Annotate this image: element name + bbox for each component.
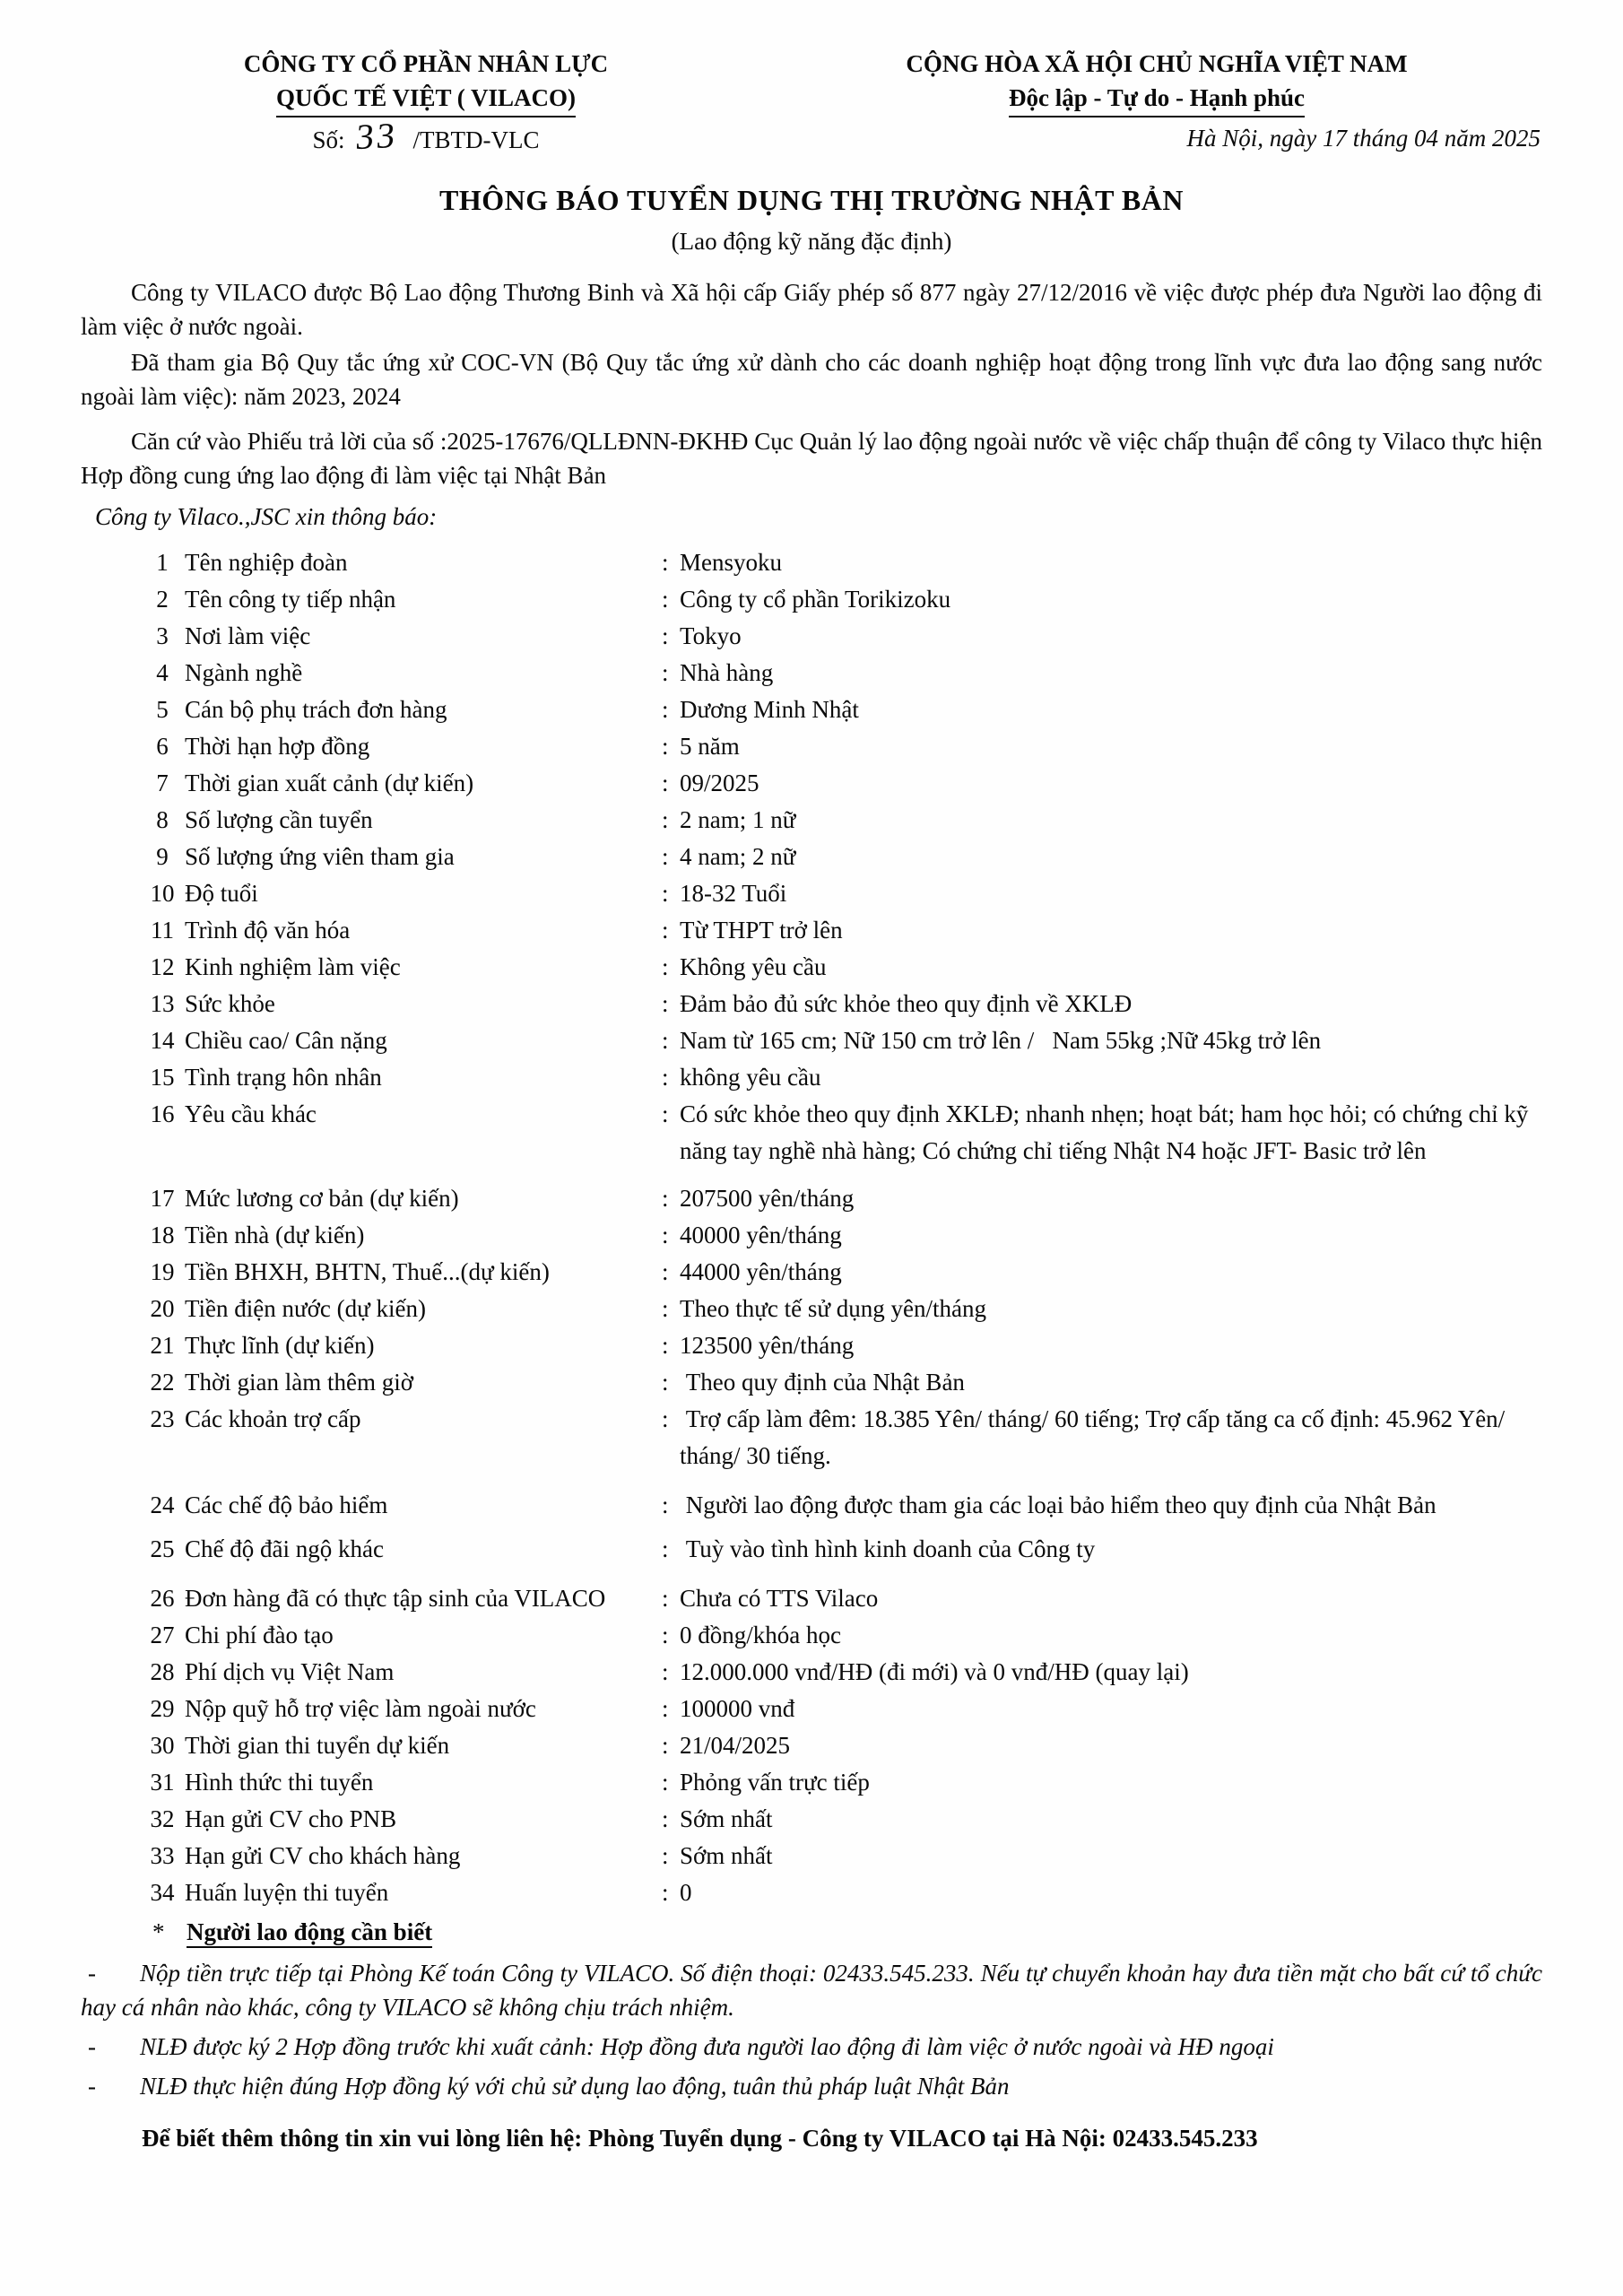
document-number-handwritten: 33 bbox=[353, 114, 399, 158]
item-row bbox=[140, 1364, 1542, 1401]
item-label: Số lượng ứng viên tham gia bbox=[185, 843, 455, 870]
item-row bbox=[140, 765, 1542, 802]
national-motto-line2: Độc lập - Tự do - Hạnh phúc bbox=[771, 81, 1542, 117]
item-value: Theo thực tế sử dụng yên/tháng bbox=[680, 1295, 986, 1322]
item-colon: : bbox=[662, 1769, 669, 1796]
item-label: Huấn luyện thi tuyển bbox=[185, 1879, 389, 1906]
item-colon: : bbox=[662, 1842, 669, 1869]
item-number: 18 bbox=[150, 1222, 175, 1248]
item-label: Số lượng cần tuyển bbox=[185, 806, 373, 833]
item-number: 31 bbox=[150, 1769, 175, 1796]
item-number: 28 bbox=[150, 1658, 175, 1685]
item-row bbox=[140, 1654, 1542, 1691]
item-number: 19 bbox=[150, 1258, 175, 1285]
item-colon: : bbox=[662, 586, 669, 613]
item-row bbox=[140, 728, 1542, 765]
item-colon: : bbox=[662, 806, 669, 833]
item-colon: : bbox=[662, 1064, 669, 1091]
item-colon: : bbox=[662, 953, 669, 980]
item-number: 6 bbox=[156, 733, 169, 760]
item-value: 18-32 Tuổi bbox=[680, 880, 787, 907]
notes-list bbox=[81, 1956, 1542, 2103]
item-colon: : bbox=[662, 1492, 669, 1518]
item-label: Tiền điện nước (dự kiến) bbox=[185, 1295, 427, 1322]
note-bullet: - bbox=[88, 1960, 96, 1987]
intro-section bbox=[81, 275, 1542, 534]
note-text: NLĐ thực hiện đúng Hợp đồng ký với chủ sử dụng lao động, tuân thủ pháp luật Nhật Bản bbox=[140, 2073, 1010, 2100]
item-colon: : bbox=[662, 549, 669, 576]
item-row bbox=[140, 1217, 1542, 1254]
item-row bbox=[140, 1327, 1542, 1364]
intro-paragraph-2: Đã tham gia Bộ Quy tắc ứng xử COC-VN (Bộ Quy tắc ứng xử dành cho các doanh nghiệp hoạt động trong lĩnh vực đưa lao động sang nước ngoài làm việc): năm 2023, 2024 bbox=[81, 349, 1542, 410]
item-colon: : bbox=[662, 622, 669, 649]
document-number-line bbox=[81, 114, 771, 158]
note-text: Nộp tiền trực tiếp tại Phòng Kế toán Công ty VILACO. Số điện thoại: 02433.545.233. Nếu tự chuyển khoản hay đưa tiền mặt cho bất cứ tổ chức hay cá nhân nào khác, công ty VILACO sẽ không chịu trách nhiệm. bbox=[81, 1960, 1542, 2021]
item-colon: : bbox=[662, 1879, 669, 1906]
note-item bbox=[81, 1956, 1542, 2024]
item-row bbox=[140, 949, 1542, 986]
item-number: 29 bbox=[150, 1695, 175, 1722]
item-colon: : bbox=[662, 1622, 669, 1648]
item-label: Kinh nghiệm làm việc bbox=[185, 953, 401, 980]
item-value: Dương Minh Nhật bbox=[680, 696, 859, 723]
item-row bbox=[140, 1727, 1542, 1764]
item-colon: : bbox=[662, 1332, 669, 1359]
item-colon: : bbox=[662, 1185, 669, 1212]
item-value: 44000 yên/tháng bbox=[680, 1258, 842, 1285]
item-label: Tình trạng hôn nhân bbox=[185, 1064, 382, 1091]
item-colon: : bbox=[662, 1805, 669, 1832]
note-bullet: - bbox=[88, 2033, 96, 2060]
item-label: Tiền BHXH, BHTN, Thuế...(dự kiến) bbox=[185, 1258, 550, 1285]
items-table bbox=[81, 544, 1542, 1911]
item-row bbox=[140, 1487, 1542, 1524]
item-value: Tokyo bbox=[680, 622, 742, 649]
item-row bbox=[140, 655, 1542, 691]
footer-contact: Để biết thêm thông tin xin vui lòng liên hệ: Phòng Tuyển dụng - Công ty VILACO tại Hà Nội: 02433.545.233 bbox=[142, 2125, 1258, 2152]
item-value: Công ty cổ phần Torikizoku bbox=[680, 586, 951, 613]
item-label: Trình độ văn hóa bbox=[185, 917, 351, 944]
item-number: 4 bbox=[156, 659, 169, 686]
item-number: 21 bbox=[150, 1332, 175, 1359]
national-motto-line1: CỘNG HÒA XÃ HỘI CHỦ NGHĨA VIỆT NAM bbox=[906, 50, 1408, 77]
item-value: Trợ cấp làm đêm: 18.385 Yên/ tháng/ 60 tiếng; Trợ cấp tăng ca cố định: 45.962 Yên/ tháng/ 30 tiếng. bbox=[680, 1405, 1511, 1469]
item-value: Người lao động được tham gia các loại bảo hiểm theo quy định của Nhật Bản bbox=[680, 1492, 1436, 1518]
item-colon: : bbox=[662, 770, 669, 796]
item-number: 34 bbox=[150, 1879, 175, 1906]
item-colon: : bbox=[662, 1369, 669, 1396]
company-name-line1: CÔNG TY CỔ PHẦN NHÂN LỰC bbox=[243, 50, 609, 77]
note-text: NLĐ được ký 2 Hợp đồng trước khi xuất cảnh: Hợp đồng đưa người lao động đi làm việc ở nước ngoài và HĐ ngoại bbox=[140, 2033, 1274, 2060]
item-colon: : bbox=[662, 1222, 669, 1248]
item-number: 12 bbox=[150, 953, 175, 980]
document-date: Hà Nội, ngày 17 tháng 04 năm 2025 bbox=[1186, 125, 1541, 152]
item-label: Các chế độ bảo hiểm bbox=[185, 1492, 388, 1518]
item-number: 8 bbox=[156, 806, 169, 833]
item-number: 25 bbox=[150, 1535, 175, 1562]
item-number: 5 bbox=[156, 696, 169, 723]
item-row bbox=[140, 544, 1542, 581]
item-row bbox=[140, 581, 1542, 618]
item-row bbox=[140, 1580, 1542, 1617]
item-value: Tuỳ vào tình hình kinh doanh của Công ty bbox=[680, 1535, 1096, 1562]
item-label: Hình thức thi tuyển bbox=[185, 1769, 374, 1796]
document-number-suffix: /TBTD-VLC bbox=[412, 126, 540, 153]
item-value: 40000 yên/tháng bbox=[680, 1222, 842, 1248]
item-label: Nộp quỹ hỗ trợ việc làm ngoài nước bbox=[185, 1695, 536, 1722]
item-label: Đơn hàng đã có thực tập sinh của VILACO bbox=[185, 1585, 606, 1612]
item-number: 32 bbox=[150, 1805, 175, 1832]
item-number: 20 bbox=[150, 1295, 175, 1322]
item-value: 2 nam; 1 nữ bbox=[680, 806, 796, 833]
item-number: 1 bbox=[156, 549, 169, 576]
item-number: 13 bbox=[150, 990, 175, 1017]
item-colon: : bbox=[662, 1258, 669, 1285]
item-label: Thời hạn hợp đồng bbox=[185, 733, 370, 760]
item-colon: : bbox=[662, 696, 669, 723]
item-colon: : bbox=[662, 733, 669, 760]
header-national-block bbox=[771, 47, 1542, 155]
item-label: Tên công ty tiếp nhận bbox=[185, 586, 396, 613]
item-value: 4 nam; 2 nữ bbox=[680, 843, 796, 870]
item-value: 5 năm bbox=[680, 733, 740, 760]
item-value: 0 đồng/khóa học bbox=[680, 1622, 841, 1648]
item-row bbox=[140, 1291, 1542, 1327]
item-row bbox=[140, 839, 1542, 875]
item-colon: : bbox=[662, 880, 669, 907]
note-bullet: - bbox=[88, 2073, 96, 2100]
item-value: Phỏng vấn trực tiếp bbox=[680, 1769, 870, 1796]
item-number: 11 bbox=[151, 917, 174, 944]
item-label: Chế độ đãi ngộ khác bbox=[185, 1535, 384, 1562]
item-row bbox=[140, 1096, 1542, 1170]
item-value: Chưa có TTS Vilaco bbox=[680, 1585, 879, 1612]
item-colon: : bbox=[662, 917, 669, 944]
item-number: 15 bbox=[150, 1064, 175, 1091]
notes-heading-text: Người lao động cần biết bbox=[187, 1918, 432, 1948]
item-number: 16 bbox=[150, 1100, 175, 1127]
item-value: 0 bbox=[680, 1879, 692, 1906]
item-row bbox=[140, 875, 1542, 912]
item-row bbox=[140, 1764, 1542, 1801]
page-title: THÔNG BÁO TUYỂN DỤNG THỊ TRƯỜNG NHẬT BẢN bbox=[439, 184, 1184, 216]
item-row bbox=[140, 1617, 1542, 1654]
item-label: Yêu cầu khác bbox=[185, 1100, 317, 1127]
item-value: 207500 yên/tháng bbox=[680, 1185, 855, 1212]
item-label: Sức khỏe bbox=[185, 990, 275, 1017]
item-number: 2 bbox=[156, 586, 169, 613]
item-number: 27 bbox=[150, 1622, 175, 1648]
document-header bbox=[81, 47, 1542, 157]
item-value: 09/2025 bbox=[680, 770, 759, 796]
item-number: 10 bbox=[150, 880, 175, 907]
item-colon: : bbox=[662, 1585, 669, 1612]
item-row bbox=[140, 912, 1542, 949]
item-label: Chi phí đào tạo bbox=[185, 1622, 334, 1648]
item-value: Sớm nhất bbox=[680, 1842, 773, 1869]
item-colon: : bbox=[662, 1405, 669, 1432]
item-number: 30 bbox=[150, 1732, 175, 1759]
item-colon: : bbox=[662, 1695, 669, 1722]
item-row bbox=[140, 691, 1542, 728]
item-row bbox=[140, 1801, 1542, 1838]
item-label: Thời gian làm thêm giờ bbox=[185, 1369, 414, 1396]
item-value: Sớm nhất bbox=[680, 1805, 773, 1832]
item-number: 3 bbox=[156, 622, 169, 649]
item-value: Không yêu cầu bbox=[680, 953, 827, 980]
item-row bbox=[140, 1531, 1542, 1568]
item-label: Thời gian xuất cảnh (dự kiến) bbox=[185, 770, 474, 796]
item-value: không yêu cầu bbox=[680, 1064, 821, 1091]
item-row bbox=[140, 1838, 1542, 1874]
item-row bbox=[140, 1059, 1542, 1096]
item-value: 12.000.000 vnđ/HĐ (đi mới) và 0 vnđ/HĐ (quay lại) bbox=[680, 1658, 1189, 1685]
item-row bbox=[140, 1874, 1542, 1911]
page-subtitle: (Lao động kỹ năng đặc định) bbox=[671, 228, 952, 255]
item-value: Nhà hàng bbox=[680, 659, 774, 686]
item-value: Từ THPT trở lên bbox=[680, 917, 843, 944]
item-label: Chiều cao/ Cân nặng bbox=[185, 1027, 387, 1054]
item-label: Nơi làm việc bbox=[185, 622, 311, 649]
item-row bbox=[140, 1254, 1542, 1291]
item-row bbox=[140, 1691, 1542, 1727]
note-item bbox=[81, 2030, 1542, 2064]
item-label: Hạn gửi CV cho PNB bbox=[185, 1805, 397, 1832]
document-number-label: Số: bbox=[312, 126, 345, 153]
item-value: Đảm bảo đủ sức khỏe theo quy định về XKLĐ bbox=[680, 990, 1133, 1017]
item-label: Độ tuổi bbox=[185, 880, 258, 907]
item-value: 123500 yên/tháng bbox=[680, 1332, 855, 1359]
item-value: 100000 vnđ bbox=[680, 1695, 795, 1722]
item-value: Theo quy định của Nhật Bản bbox=[680, 1369, 965, 1396]
item-colon: : bbox=[662, 843, 669, 870]
header-company-block bbox=[81, 47, 771, 157]
item-label: Các khoản trợ cấp bbox=[185, 1405, 361, 1432]
item-number: 23 bbox=[150, 1405, 175, 1432]
notes-heading-marker: * bbox=[152, 1918, 165, 1945]
item-colon: : bbox=[662, 1658, 669, 1685]
item-row bbox=[140, 1180, 1542, 1217]
item-label: Thực lĩnh (dự kiến) bbox=[185, 1332, 375, 1359]
item-number: 22 bbox=[150, 1369, 175, 1396]
item-value: Có sức khỏe theo quy định XKLĐ; nhanh nhẹn; hoạt bát; ham học hỏi; có chứng chỉ kỹ năng tay nghề nhà hàng; Có chứng chỉ tiếng Nhật N4 hoặc JFT- Basic trở lên bbox=[680, 1100, 1535, 1164]
item-number: 17 bbox=[150, 1185, 175, 1212]
item-row bbox=[140, 1401, 1542, 1474]
item-label: Cán bộ phụ trách đơn hàng bbox=[185, 696, 447, 723]
item-label: Hạn gửi CV cho khách hàng bbox=[185, 1842, 461, 1869]
item-colon: : bbox=[662, 1295, 669, 1322]
note-item bbox=[81, 2069, 1542, 2103]
item-colon: : bbox=[662, 1732, 669, 1759]
intro-announce-line: Công ty Vilaco.,JSC xin thông báo: bbox=[95, 503, 438, 530]
item-number: 33 bbox=[150, 1842, 175, 1869]
item-row bbox=[140, 802, 1542, 839]
item-value: Mensyoku bbox=[680, 549, 782, 576]
item-row bbox=[140, 618, 1542, 655]
item-number: 24 bbox=[150, 1492, 175, 1518]
company-name-line2: QUỐC TẾ VIỆT ( VILACO) bbox=[81, 81, 771, 117]
notes-section bbox=[81, 1913, 1542, 2103]
item-number: 7 bbox=[156, 770, 169, 796]
item-colon: : bbox=[662, 1100, 669, 1127]
item-number: 26 bbox=[150, 1585, 175, 1612]
item-colon: : bbox=[662, 1535, 669, 1562]
item-value: 21/04/2025 bbox=[680, 1732, 791, 1759]
item-label: Tên nghiệp đoàn bbox=[185, 549, 348, 576]
item-number: 14 bbox=[150, 1027, 175, 1054]
item-value: Nam từ 165 cm; Nữ 150 cm trở lên / Nam 55kg ;Nữ 45kg trở lên bbox=[680, 1027, 1322, 1054]
item-label: Ngành nghề bbox=[185, 659, 303, 686]
item-colon: : bbox=[662, 659, 669, 686]
item-colon: : bbox=[662, 1027, 669, 1054]
item-number: 9 bbox=[156, 843, 169, 870]
item-row bbox=[140, 1022, 1542, 1059]
intro-paragraph-3: Căn cứ vào Phiếu trả lời của số :2025-17676/QLLĐNN-ĐKHĐ Cục Quản lý lao động ngoài nước về việc chấp thuận để công ty Vilaco thực hiện Hợp đồng cung ứng lao động đi làm việc tại Nhật Bản bbox=[81, 428, 1542, 489]
item-label: Thời gian thi tuyển dự kiến bbox=[185, 1732, 450, 1759]
item-label: Tiền nhà (dự kiến) bbox=[185, 1222, 365, 1248]
item-label: Phí dịch vụ Việt Nam bbox=[185, 1658, 395, 1685]
item-row bbox=[140, 986, 1542, 1022]
item-label: Mức lương cơ bản (dự kiến) bbox=[185, 1185, 459, 1212]
intro-paragraph-1: Công ty VILACO được Bộ Lao động Thương Binh và Xã hội cấp Giấy phép số 877 ngày 27/12/2016 về việc được phép đưa Người lao động đi làm việc ở nước ngoài. bbox=[81, 279, 1542, 340]
item-colon: : bbox=[662, 990, 669, 1017]
notes-heading-row bbox=[81, 1913, 1542, 1951]
